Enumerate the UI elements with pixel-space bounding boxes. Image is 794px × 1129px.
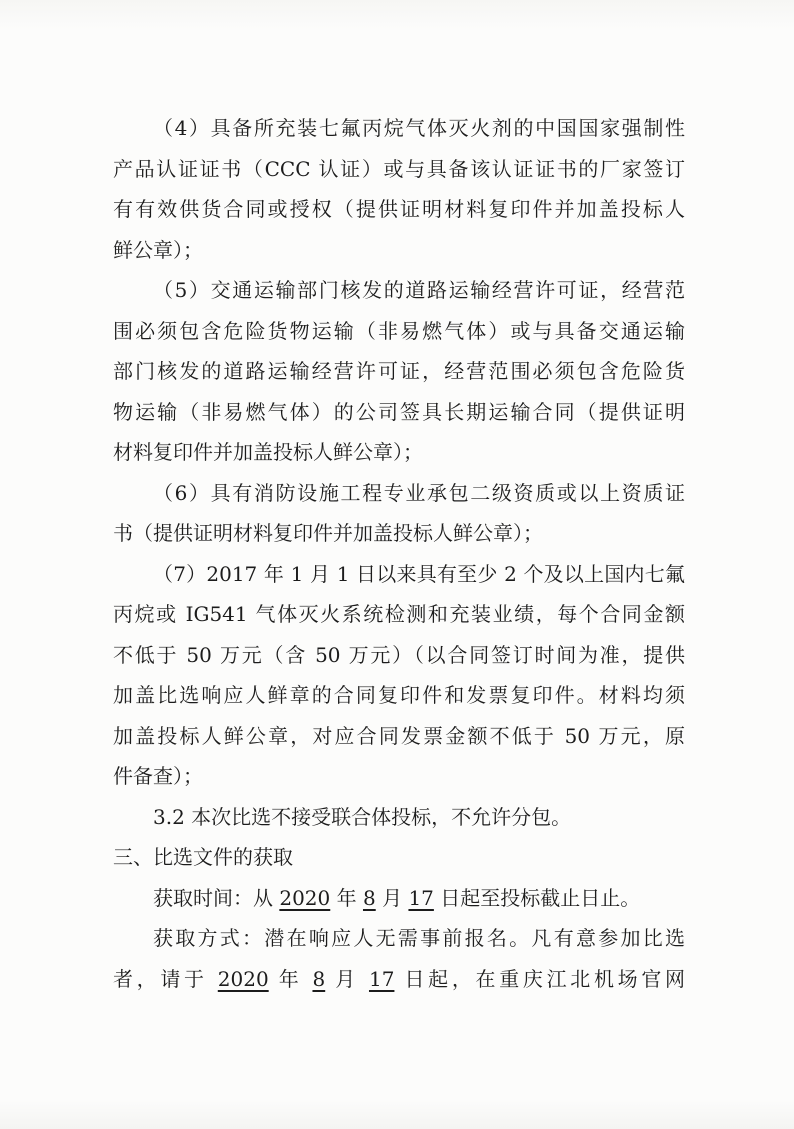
text-line: （5）交通运输部门核发的道路运输经营许可证，经营范 (153, 278, 685, 302)
section-heading: 三、比选文件的获取 (113, 845, 293, 869)
obtain-time-line (113, 878, 685, 919)
obtain-time-prefix: 获取时间：从 (153, 885, 280, 910)
text-line: 围必须包含危险货物运输（非易燃气体）或与具备交通运输 (113, 318, 685, 343)
text-line: 产品认证证书（CCC 认证）或与具备该认证证书的厂家签订 (113, 156, 685, 181)
text-line: （6）具有消防设施工程专业承包二级资质或以上资质证 (153, 480, 685, 505)
paragraph-item-6 (113, 473, 685, 554)
obtain-method-suffix: 日起，在重庆江北机场官网 (394, 966, 686, 991)
obtain-method-prefix: 者，请于 (113, 966, 218, 991)
obtain-time-year-unit: 年 (330, 885, 363, 910)
obtain-method-year: 2020 (217, 966, 269, 991)
obtain-method-line-2 (113, 959, 685, 1000)
obtain-method-line-1: 获取方式：潜在响应人无需事前报名。凡有意参加比选 (153, 926, 685, 950)
document-body (113, 108, 685, 999)
text-line: 加盖比选响应人鲜章的合同复印件和发票复印件。材料均须 (113, 683, 685, 707)
text-line: 部门核发的道路运输经营许可证，经营范围必须包含危险货 (113, 359, 685, 383)
text-line: 件备查）； (113, 764, 203, 788)
text-line: 物运输（非易燃气体）的公司签具长期运输合同（提供证明 (113, 399, 685, 424)
text-line: （4）具备所充装七氟丙烷气体灭火剂的中国国家强制性 (153, 116, 685, 140)
text-line: 不低于 50 万元（含 50 万元）（以合同签订时间为准，提供 (113, 642, 685, 667)
obtain-time-day: 17 (408, 885, 434, 910)
text-line: 鲜公章）； (113, 237, 203, 262)
text-line: 加盖投标人鲜公章，对应合同发票金额不低于 50 万元，原 (113, 723, 685, 748)
text-line: 材料复印件并加盖投标人鲜公章）； (113, 440, 423, 464)
obtain-time-suffix: 日起至投标截止日止。 (433, 885, 641, 910)
paragraph-3-2: 3.2 本次比选不接受联合体投标，不允许分包。 (153, 804, 572, 829)
paragraph-item-7 (113, 554, 685, 797)
obtain-method-month: 8 (312, 966, 326, 991)
obtain-time-month-unit: 月 (375, 885, 409, 910)
obtain-method-year-unit: 年 (268, 966, 313, 991)
paragraph-item-5 (113, 270, 685, 473)
text-line: （7）2017 年 1 月 1 日以来具有至少 2 个及以上国内七氟 (153, 561, 685, 586)
obtain-method-day: 17 (368, 966, 395, 991)
paragraph-item-4 (113, 108, 685, 270)
text-line: 有有效供货合同或授权（提供证明材料复印件并加盖投标人 (113, 197, 685, 221)
obtain-time-month: 8 (362, 885, 376, 910)
text-line: 丙烷或 IG541 气体灭火系统检测和充装业绩，每个合同金额 (113, 602, 685, 626)
obtain-method-month-unit: 月 (325, 966, 369, 991)
obtain-time-year: 2020 (279, 885, 331, 910)
text-line: 书（提供证明材料复印件并加盖投标人鲜公章）； (113, 521, 543, 545)
